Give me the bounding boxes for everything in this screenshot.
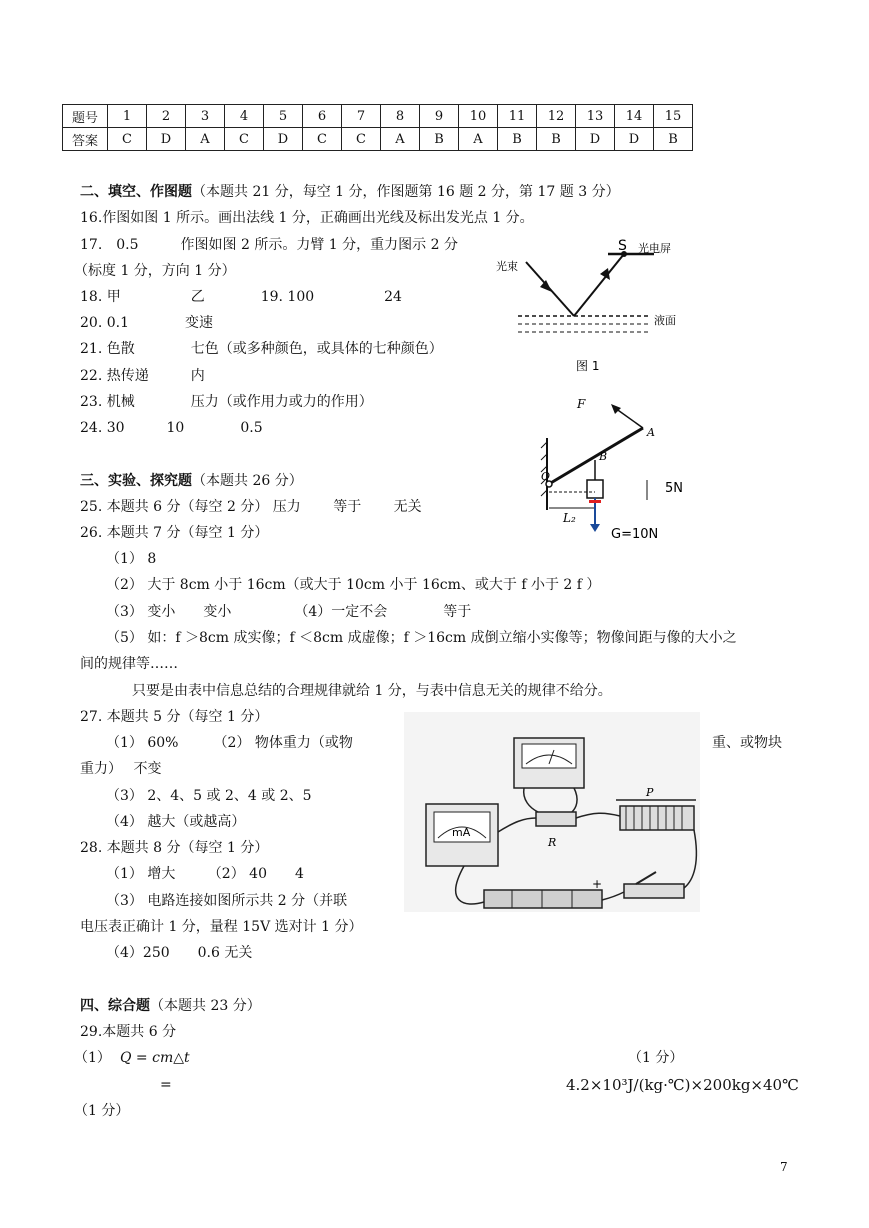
answer-line-28-3b: 电压表正确计 1 分，量程 15V 选对计 1 分） xyxy=(80,919,363,935)
figure1-label-s: S xyxy=(618,238,627,254)
answer-line-17b: （标度 1 分，方向 1 分） xyxy=(74,263,236,279)
table-cell: 5 xyxy=(264,105,303,128)
figure2-lever-diagram xyxy=(535,388,700,540)
table-cell: 13 xyxy=(576,105,615,128)
figure2-label-scale: 5N xyxy=(665,481,683,496)
formula-substitution: 4.2×10³J/(kg·℃)×200kg×40℃ xyxy=(566,1076,799,1094)
section3-heading xyxy=(80,472,303,490)
answer-line-27: 27. 本题共 5 分（每空 1 分） xyxy=(80,709,269,725)
section2-title: 二、填空、作图题 xyxy=(80,184,192,200)
figure3-circuit-diagram xyxy=(404,712,700,912)
answer-line-29: 29.本题共 6 分 xyxy=(80,1024,177,1040)
figure3-label-p: P xyxy=(646,786,654,799)
table-cell: 7 xyxy=(342,105,381,128)
answer-line-26-5b: 间的规律等…… xyxy=(80,656,178,672)
answer-line-18: 18. 甲 乙 19. 100 24 xyxy=(80,289,402,305)
table-cell: 11 xyxy=(498,105,537,128)
figure1-caption: 图 1 xyxy=(576,359,600,373)
table-cell: 10 xyxy=(459,105,498,128)
answer-line-26-2: （2） 大于 8cm 小于 16cm（或大于 10cm 小于 16cm、或大于 f 小于 2 f ） xyxy=(106,577,601,593)
table-cell: B xyxy=(654,128,693,151)
answer-line-26: 26. 本题共 7 分（每空 1 分） xyxy=(80,525,269,541)
answer-line-27-1: （1） 60% （2） 物体重力（或物 xyxy=(106,735,353,751)
table-cell: B xyxy=(420,128,459,151)
table-cell: 9 xyxy=(420,105,459,128)
answer-line-28-4: （4）250 0.6 无关 xyxy=(106,945,253,961)
table-cell: B xyxy=(537,128,576,151)
table-row-header: 答案 xyxy=(63,128,108,151)
table-cell: C xyxy=(108,128,147,151)
table-cell: D xyxy=(147,128,186,151)
answer-line-23: 23. 机械 压力（或作用力或力的作用） xyxy=(80,394,373,410)
answer-line-27-1c: 重力） 不变 xyxy=(80,761,162,777)
table-cell: C xyxy=(225,128,264,151)
figure2-label-l2: L₂ xyxy=(563,511,576,525)
figure2-label-a: A xyxy=(647,426,655,439)
table-row-header: 题号 xyxy=(63,105,108,128)
table-cell: A xyxy=(186,128,225,151)
table-cell: D xyxy=(615,128,654,151)
equals-sign: = xyxy=(160,1077,172,1093)
table-row-answers xyxy=(63,128,693,151)
figure3-label-r: R xyxy=(548,836,557,849)
figure1-label-screen: 光电屏 xyxy=(638,242,671,255)
table-cell: 2 xyxy=(147,105,186,128)
score-1: （1 分） xyxy=(628,1050,684,1066)
table-cell: 8 xyxy=(381,105,420,128)
answer-line-20: 20. 0.1 变速 xyxy=(80,315,213,331)
table-cell: A xyxy=(381,128,420,151)
table-cell: C xyxy=(342,128,381,151)
answer-line-24: 24. 30 10 0.5 xyxy=(80,420,263,436)
answer-line-17: 17. 0.5 作图如图 2 所示。力臂 1 分，重力图示 2 分 xyxy=(80,237,458,253)
answer-line-16: 16.作图如图 1 所示。画出法线 1 分，正确画出光线及标出发光点 1 分。 xyxy=(80,210,534,226)
section2-heading xyxy=(80,183,620,201)
answer-line-28: 28. 本题共 8 分（每空 1 分） xyxy=(80,840,269,856)
table-cell: 3 xyxy=(186,105,225,128)
page-number: 7 xyxy=(780,1160,788,1174)
section2-note: （本题共 21 分，每空 1 分，作图题第 16 题 2 分，第 17 题 3 分） xyxy=(192,184,620,200)
table-cell: D xyxy=(264,128,303,151)
table-cell: B xyxy=(498,128,537,151)
section4-title: 四、综合题 xyxy=(80,998,150,1014)
table-cell: D xyxy=(576,128,615,151)
answer-line-25: 25. 本题共 6 分（每空 2 分） 压力 等于 无关 xyxy=(80,499,422,515)
table-cell: 12 xyxy=(537,105,576,128)
table-cell: 4 xyxy=(225,105,264,128)
table-cell: A xyxy=(459,128,498,151)
answer-line-26-note: 只要是由表中信息总结的合理规律就给 1 分，与表中信息无关的规律不给分。 xyxy=(132,683,612,699)
table-cell: C xyxy=(303,128,342,151)
table-cell: 14 xyxy=(615,105,654,128)
table-cell: 1 xyxy=(108,105,147,128)
figure2-label-b: B xyxy=(599,450,608,463)
formula-heat: Q = cm△t xyxy=(120,1050,190,1066)
section3-note: （本题共 26 分） xyxy=(192,473,303,489)
score-2: （1 分） xyxy=(74,1103,130,1119)
answer-line-21: 21. 色散 七色（或多种颜色，或具体的七种颜色） xyxy=(80,341,443,357)
table-cell: 6 xyxy=(303,105,342,128)
section4-note: （本题共 23 分） xyxy=(150,998,261,1014)
answer-line-26-5: （5） 如：f ＞8cm 成实像；f ＜8cm 成虚像；f ＞16cm 成倒立缩小实像等；物像间距与像的大小之 xyxy=(106,630,737,646)
section4-heading xyxy=(80,997,261,1015)
answer-line-27-3: （3） 2、4、5 或 2、4 或 2、5 xyxy=(106,788,312,804)
answer-line-28-1: （1） 增大 （2） 40 4 xyxy=(106,866,304,882)
answer-line-28-3: （3） 电路连接如图所示共 2 分（并联 xyxy=(106,893,348,909)
figure2-label-f: F xyxy=(577,397,586,411)
answer-line-27-1b: 重、或物块 xyxy=(712,735,782,751)
answer-table xyxy=(62,104,693,151)
section3-title: 三、实验、探究题 xyxy=(80,473,192,489)
figure3-label-ma: mA xyxy=(452,826,471,839)
figure2-label-o: O xyxy=(541,470,551,483)
answer-line-29-1-label: （1） xyxy=(74,1050,111,1066)
table-cell: 15 xyxy=(654,105,693,128)
answer-line-26-1: （1） 8 xyxy=(106,551,157,567)
figure1-label-surface: 液面 xyxy=(654,314,676,327)
answer-line-22: 22. 热传递 内 xyxy=(80,368,205,384)
figure1-reflection-diagram xyxy=(488,234,700,378)
answer-line-26-3: （3） 变小 变小 （4）一定不会 等于 xyxy=(106,604,472,620)
figure3-label-plus: + xyxy=(592,877,603,891)
figure1-label-beam: 光束 xyxy=(496,260,518,273)
table-row-numbers xyxy=(63,105,693,128)
figure2-label-g: G=10N xyxy=(611,527,659,540)
answer-line-27-4: （4） 越大（或越高） xyxy=(106,814,246,830)
